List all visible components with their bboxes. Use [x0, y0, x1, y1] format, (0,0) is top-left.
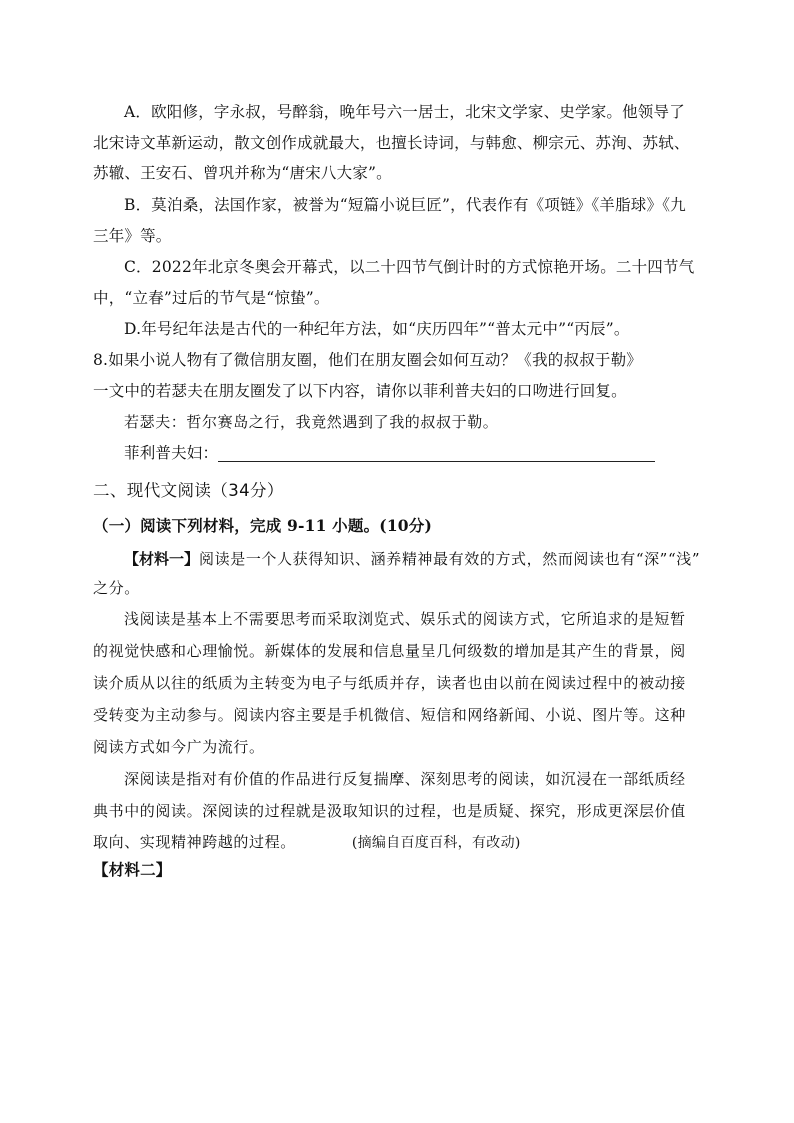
option-b-line-1: B．莫泊桑，法国作家，被誉为“短篇小说巨匠”，代表作有《项链》《羊脂球》《九 — [124, 196, 686, 214]
question-8-line-1: 8.如果小说人物有了微信朋友圈，他们在朋友圈会如何互动？《我的叔叔于勒》 — [93, 351, 642, 369]
material-1-paragraph-2-line-1: 浅阅读是基本上不需要思考而采取浏览式、娱乐式的阅读方式，它所追求的是短暂 — [124, 610, 686, 628]
part-1-title: （一）阅读下列材料，完成 9-11 小题。(10分) — [93, 516, 433, 535]
material-1-paragraph-3-line-3 — [93, 832, 521, 853]
material-1-paragraph-2-line-3: 读介质从以往的纸质为主转变为电子与纸质并存，读者也由以前在阅读过程中的被动接 — [93, 674, 686, 692]
option-d-line-1: D.年号纪年法是古代的一种纪年方法，如“庆历四年”“普太元中”“丙辰”。 — [124, 320, 630, 338]
joseph-post: 若瑟夫：哲尔赛岛之行，我竟然遇到了我的叔叔于勒。 — [124, 413, 499, 431]
option-a-line-3: 苏辙、王安石、曾巩并称为“唐宋八大家”。 — [93, 164, 392, 182]
material-1-source: (摘编自百度百科，有改动) — [351, 835, 521, 851]
material-2-label: 【材料二】 — [93, 861, 172, 879]
material-1-paragraph-2-line-4: 受转变为主动参与。阅读内容主要是手机微信、短信和网络新闻、小说、图片等。这种 — [93, 706, 686, 724]
material-1-p3-text: 取向、实现精神跨越的过程。 — [93, 833, 296, 851]
material-1-paragraph-1-line-1 — [124, 549, 700, 569]
material-1-label: 【材料一】 — [124, 550, 200, 568]
option-c-line-2: 中，“立春”过后的节气是“惊蛰”。 — [93, 289, 330, 307]
option-a-line-1: A．欧阳修，字永叔，号醉翁，晚年号六一居士，北宋文学家、史学家。他领导了 — [124, 103, 685, 121]
option-c-line-1: C．2022年北京冬奥会开幕式，以二十四节气倒计时的方式惊艳开场。二十四节气 — [124, 258, 695, 276]
option-a-line-2: 北宋诗文革新运动，散文创作成就最大，也擅长诗词，与韩愈、柳宗元、苏洵、苏轼、 — [93, 134, 690, 152]
material-1-p1-text: 阅读是一个人获得知识、涵养精神最有效的方式，然而阅读也有“深”“浅” — [199, 550, 701, 568]
reply-answer-blank[interactable] — [218, 461, 655, 462]
question-8-line-2: 一文中的若瑟夫在朋友圈发了以下内容，请你以菲利普夫妇的口吻进行回复。 — [93, 382, 627, 400]
option-b-line-2: 三年》等。 — [93, 227, 172, 245]
reply-label: 菲利普夫妇： — [124, 444, 219, 462]
section-2-title: 二、现代文阅读（34分） — [93, 481, 284, 500]
material-1-paragraph-3-line-2: 典书中的阅读。深阅读的过程就是汲取知识的过程，也是质疑、探究，形成更深层价值 — [93, 802, 686, 820]
material-1-paragraph-2-line-5: 阅读方式如今广为流行。 — [93, 738, 265, 756]
material-1-paragraph-1-line-2: 之分。 — [93, 579, 140, 597]
material-1-paragraph-2-line-2: 的视觉快感和心理愉悦。新媒体的发展和信息量呈几何级数的增加是其产生的背景，阅 — [93, 642, 686, 660]
material-1-paragraph-3-line-1: 深阅读是指对有价值的作品进行反复揣摩、深刻思考的阅读，如沉浸在一部纸质经 — [124, 770, 686, 788]
